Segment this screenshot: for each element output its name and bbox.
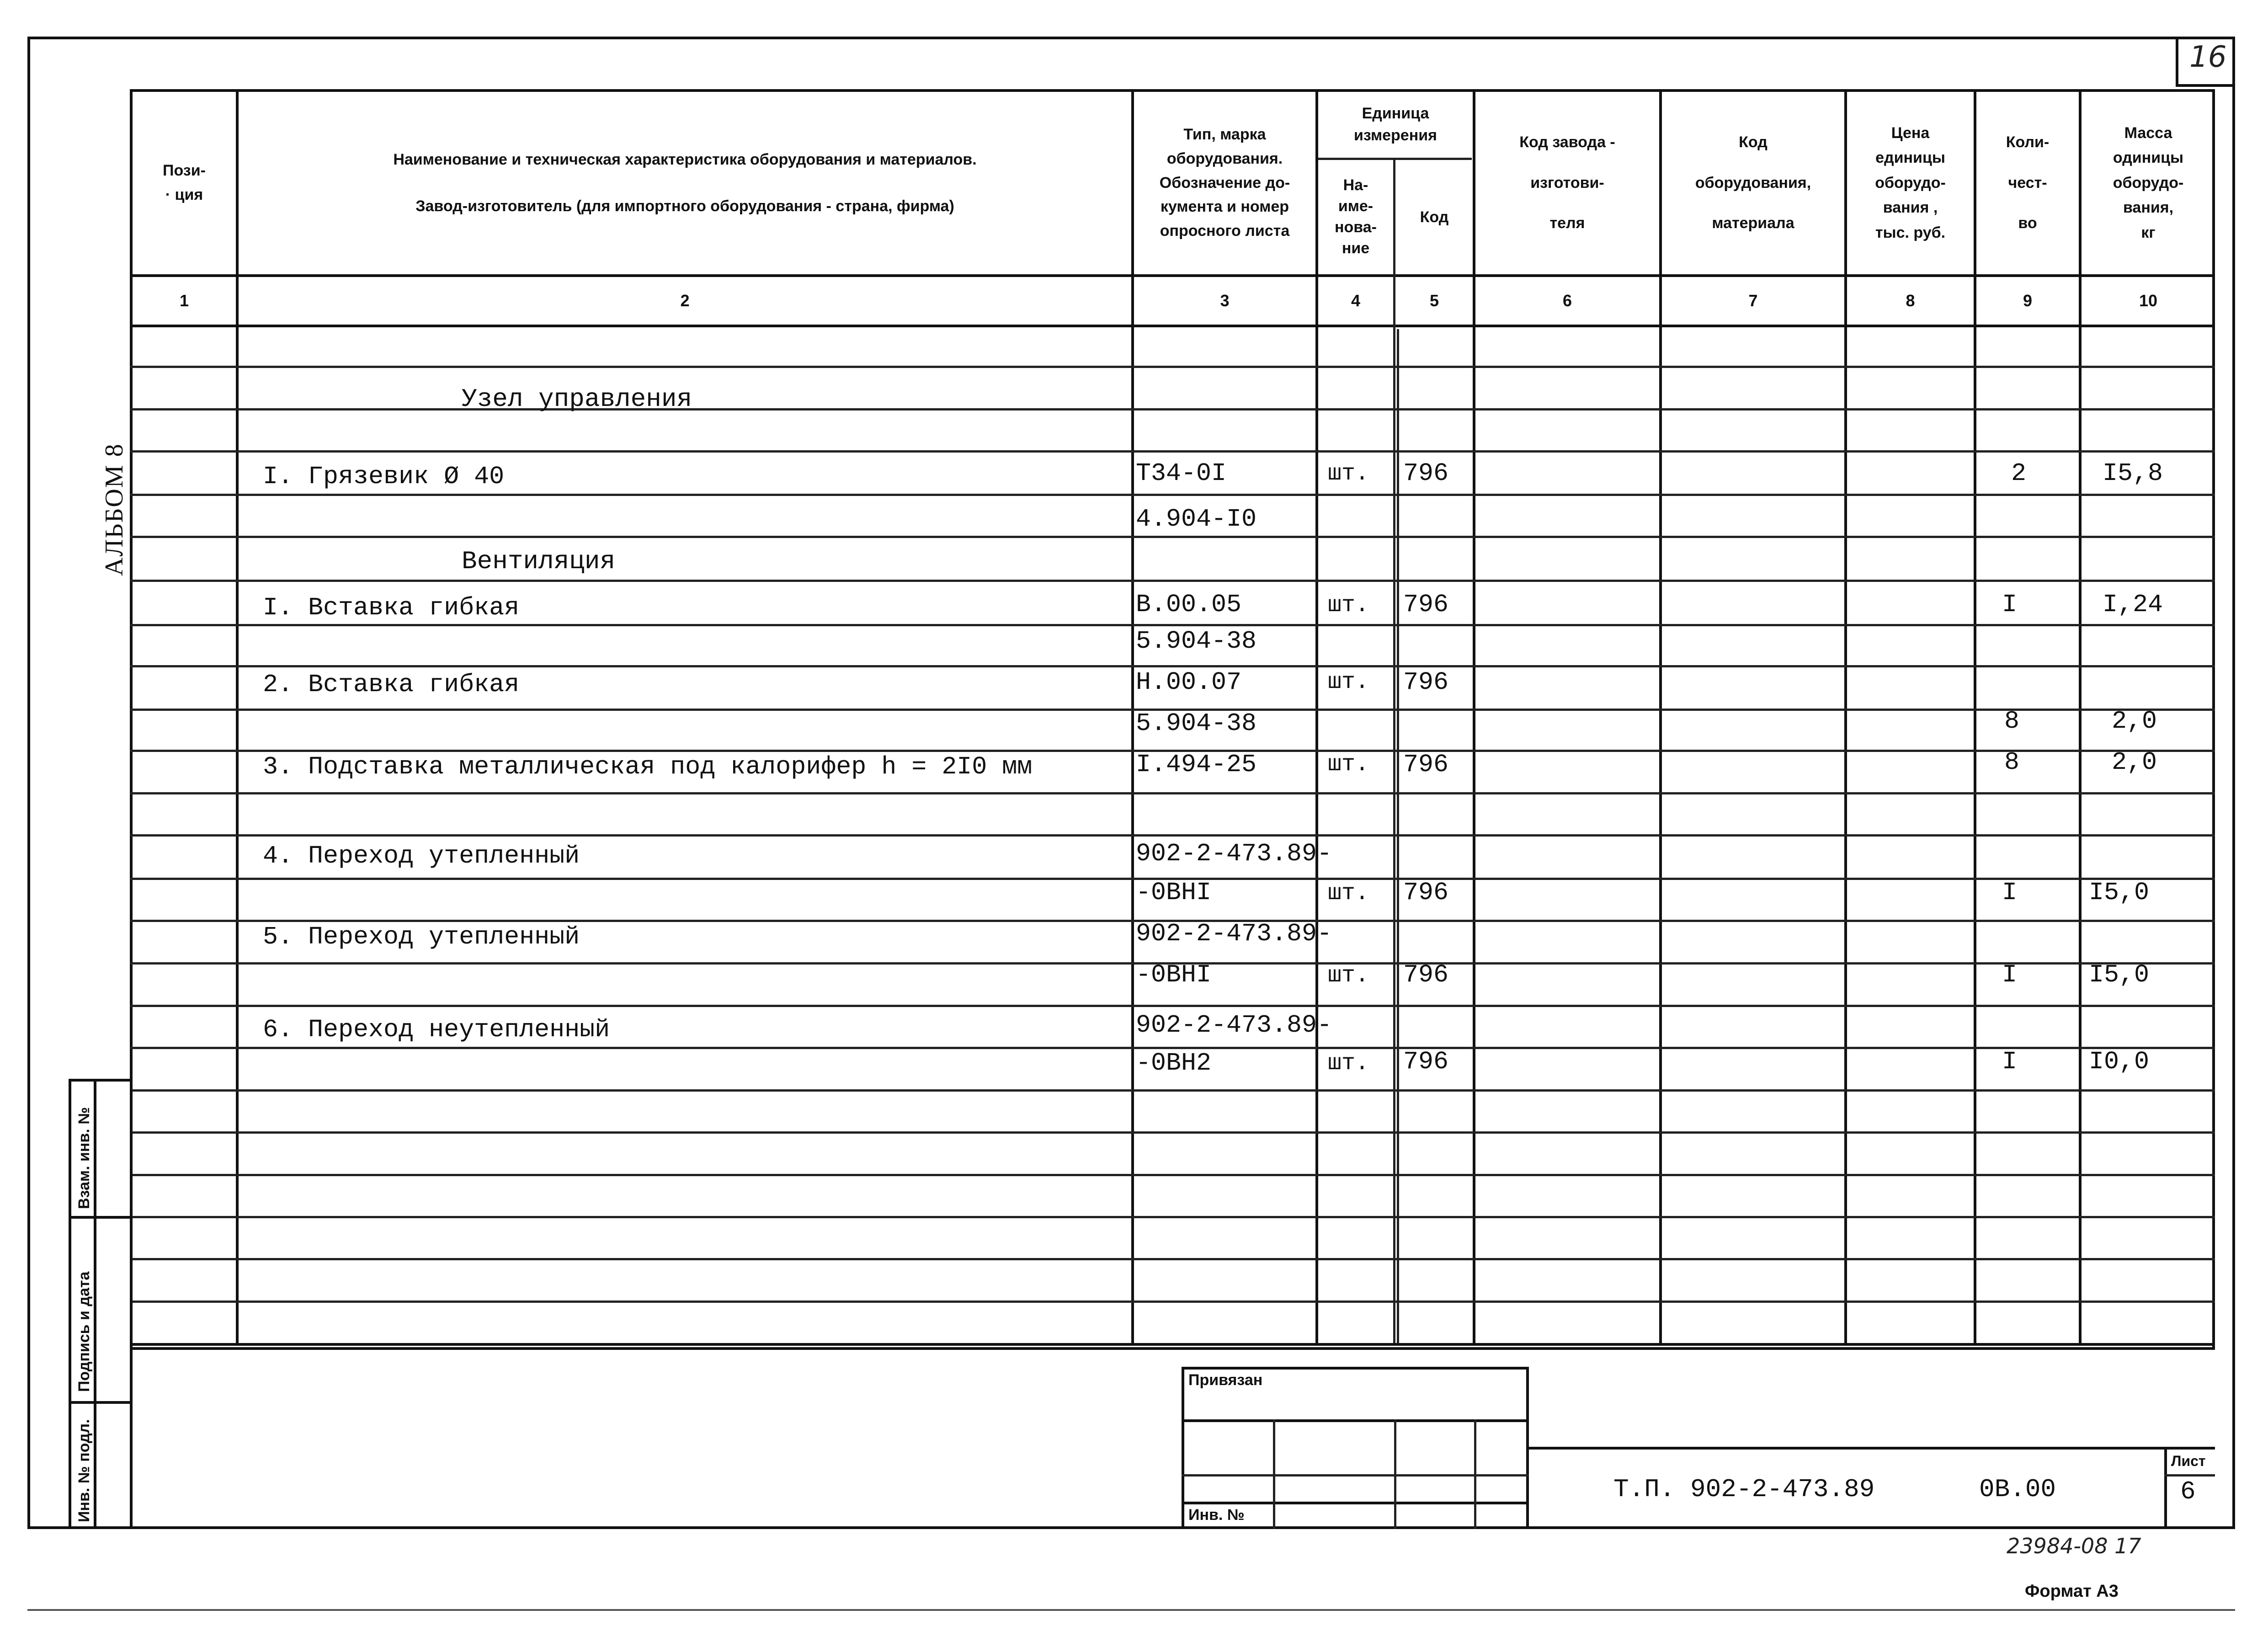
row-type: 902-2-473.89- [1136,1011,1332,1039]
privyazan-v-3 [1474,1419,1476,1529]
row-qty: I [2002,960,2018,989]
row-unit: шт. [1328,880,1369,906]
row-qty: 2 [2011,459,2027,488]
label-vzam-inv: Взам. инв. № [75,1107,93,1209]
row-type: I.494-25 [1136,750,1257,779]
col9-title: Коли- чест- во [2006,133,2050,232]
format-label: Формат А3 [2025,1582,2119,1601]
col3-num: 3 [1220,291,1230,310]
row-qty: I [2002,878,2018,907]
label-podpis-data: Подпись и дата [75,1271,93,1392]
row-unit: шт. [1328,1050,1369,1077]
row-qty: 8 [2004,748,2020,777]
privyazan-v-2 [1394,1419,1396,1529]
colnum-bottom-line [130,325,2215,327]
row-mass: I,24 [2103,590,2163,619]
label-inv-podl: Инв. № подл. [75,1419,93,1522]
col5-title: Код [1420,208,1449,226]
col4-title: На- име- нова- ние [1335,176,1377,257]
row-type: -0ВНI [1136,960,1212,989]
col2-num: 2 [680,291,690,310]
privyazan-line-3 [1182,1502,1529,1504]
col1-num: 1 [179,291,189,310]
row-type: 4.904-I0 [1136,505,1257,533]
col6-num: 6 [1562,291,1572,310]
row-type: Т34-0I [1136,459,1227,488]
privyazan-label: Привязан [1188,1371,1263,1389]
row-unit: шт. [1328,963,1369,989]
row-unit: шт. [1328,752,1369,778]
row-name: 3. Подставка металлическая под калорифер h = 2I0 мм [263,752,1033,781]
sheet-box-divider [2164,1474,2215,1476]
row-name: 6. Переход неутепленный [263,1015,610,1044]
page-bottom-edge [27,1609,2235,1611]
col10-title: Масса одиницы оборудо- вания, кг [2113,124,2184,241]
col10-num: 10 [2139,291,2158,310]
col-divider-4b [1397,329,1399,1344]
col7-title: Код оборудования, материала [1695,133,1811,232]
col3-title: Тип, марка оборудования. Обозначение до- кумента и номер опросного листа [1159,126,1290,240]
row-type: Н.00.07 [1136,668,1242,697]
row-name: 2. Вставка гибкая [263,670,520,699]
row-type: 902-2-473.89- [1136,839,1332,868]
doc-code: Т.П. 902-2-473.89 [1613,1475,1875,1504]
row-qty: I [2002,1047,2018,1076]
privyazan-line-2 [1182,1474,1529,1476]
row-unit: шт. [1328,461,1369,487]
col5-num: 5 [1429,291,1439,310]
title-block-top-line [1527,1447,2215,1450]
row-code: 796 [1403,590,1449,619]
unit-group-title: Единица измерения [1354,104,1437,144]
row-mass: I5,0 [2089,878,2150,907]
row-type: 902-2-473.89- [1136,919,1332,948]
row-code: 796 [1403,750,1449,779]
privyazan-line-1 [1182,1419,1529,1422]
left-strip-row-1 [69,1216,133,1219]
row-type: -0ВНI [1136,878,1212,907]
row-mass: 2,0 [2112,707,2157,736]
sheet-label: Лист [2171,1453,2206,1469]
corner-number: 16 [2189,40,2227,74]
left-strip-divider [94,1079,96,1529]
row-mass: 2,0 [2112,748,2157,777]
row-code: 796 [1403,459,1449,488]
row-code: 796 [1403,960,1449,989]
col1-title: Пози- · ция [163,162,206,203]
row-type: В.00.05 [1136,590,1242,619]
row-qty: I [2002,590,2018,619]
row-code: 796 [1403,1047,1449,1076]
col2-title: Наименование и техническая характеристика оборудования и материалов. Завод-изготовитель (для импортного оборудования - страна, фирма) [393,151,977,215]
row-type: 5.904-38 [1136,627,1257,656]
row-name: 4. Переход утепленный [263,842,580,870]
section-title-control-unit: Узел управления [462,384,692,414]
col4-num: 4 [1351,291,1361,310]
row-qty: 8 [2004,707,2020,736]
row-type: -0ВН2 [1136,1049,1212,1077]
album-label-text: АЛЬБОМ 8 [100,443,128,576]
row-name: 5. Переход утепленный [263,922,580,951]
col6-title: Код завода - изготови- теля [1519,133,1615,232]
col8-num: 8 [1906,291,1915,310]
row-unit: шт. [1328,592,1369,618]
col8-title: Цена единицы оборудо- вания , тыс. руб. [1875,124,1946,241]
archive-number: 23984-08 17 [2007,1534,2141,1558]
inv-no-label: Инв. № [1188,1506,1245,1524]
section-title-ventilation: Вентиляция [462,547,616,576]
row-code: 796 [1403,878,1449,907]
left-strip-row-2 [69,1401,133,1404]
doc-section: 0В.00 [1979,1475,2056,1504]
row-unit: шт. [1328,669,1369,695]
row-mass: I5,8 [2103,459,2163,488]
row-type: 5.904-38 [1136,709,1257,738]
row-name: I. Грязевик Ø 40 [263,462,505,491]
row-code: 796 [1403,668,1449,697]
data-area-bottom-line [130,1343,2215,1346]
row-name: I. Вставка гибкая [263,593,520,622]
sheet-number: 6 [2180,1477,2196,1506]
row-mass: I5,0 [2089,960,2150,989]
col9-num: 9 [2023,291,2033,310]
col7-num: 7 [1748,291,1758,310]
row-mass: I0,0 [2089,1047,2150,1076]
privyazan-v-1 [1273,1419,1275,1529]
privyazan-block [1182,1367,1529,1529]
